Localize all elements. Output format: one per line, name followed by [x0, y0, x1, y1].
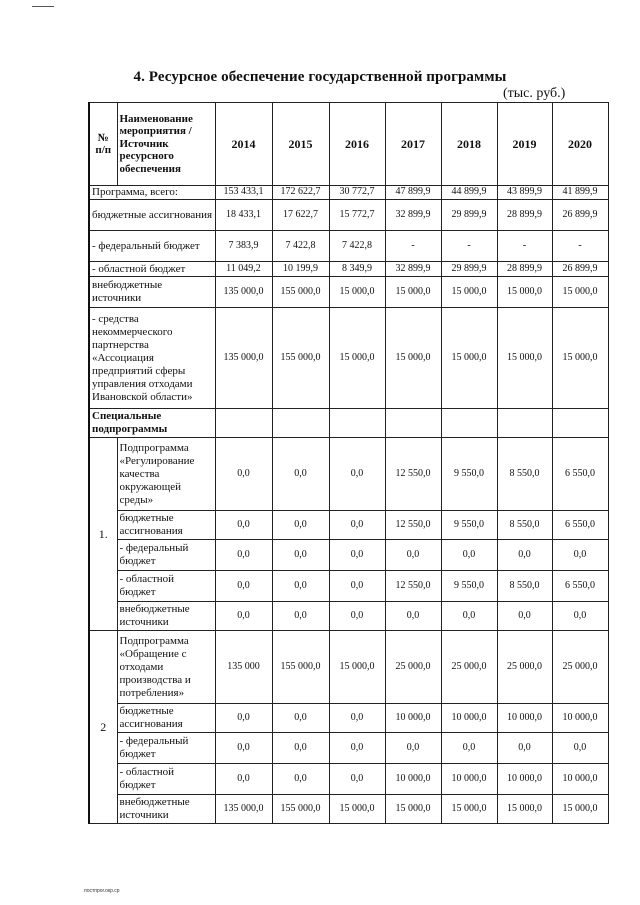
value-cell: 28 899,9 — [497, 200, 552, 231]
value-cell: 155 000,0 — [272, 308, 329, 409]
subprogram-index: 1. — [89, 438, 117, 631]
value-cell: 0,0 — [215, 540, 272, 571]
value-cell: 25 000,0 — [552, 631, 608, 704]
scan-mark — [32, 6, 54, 7]
value-cell: 15 000,0 — [329, 631, 385, 704]
value-cell: 7 422,8 — [272, 231, 329, 262]
value-cell: 0,0 — [329, 511, 385, 540]
value-cell: 6 550,0 — [552, 571, 608, 602]
value-cell: 0,0 — [552, 602, 608, 631]
header-year: 2020 — [552, 103, 608, 186]
value-cell: 135 000,0 — [215, 795, 272, 824]
value-cell: 15 000,0 — [497, 277, 552, 308]
value-cell: 135 000,0 — [215, 308, 272, 409]
value-cell: 8 550,0 — [497, 571, 552, 602]
row-label: бюджетные ассигнования — [117, 511, 215, 540]
unit-label: (тыс. руб.) — [503, 86, 566, 101]
value-cell: 0,0 — [272, 764, 329, 795]
table-row — [89, 262, 608, 277]
value-cell: 135 000,0 — [215, 277, 272, 308]
table-row — [89, 602, 608, 631]
value-cell: 0,0 — [385, 602, 441, 631]
row-label: - федеральный бюджет — [117, 540, 215, 571]
value-cell: 29 899,9 — [441, 262, 497, 277]
value-cell: - — [385, 231, 441, 262]
row-label: Программа, всего: — [89, 186, 215, 200]
value-cell: 15 000,0 — [441, 308, 497, 409]
subprogram-1-rows — [89, 438, 608, 631]
header-year: 2014 — [215, 103, 272, 186]
value-cell: 41 899,9 — [552, 186, 608, 200]
section-title-cell — [89, 409, 215, 438]
header-row — [89, 103, 608, 186]
row-label: бюджетные ассигнования — [117, 704, 215, 733]
table-row — [89, 631, 608, 704]
value-cell: 0,0 — [272, 602, 329, 631]
table-row — [89, 795, 608, 824]
value-cell: 0,0 — [272, 571, 329, 602]
program-rows — [89, 186, 608, 409]
value-cell: 0,0 — [272, 733, 329, 764]
value-cell: 10 000,0 — [552, 764, 608, 795]
row-label: внебюджетные источники — [117, 795, 215, 824]
row-label: - федеральный бюджет — [89, 231, 215, 262]
table-row — [89, 308, 608, 409]
row-label: - областной бюджет — [89, 262, 215, 277]
value-cell: 0,0 — [441, 602, 497, 631]
row-label: Подпрограмма «Обращение с отходами производства и потребления» — [117, 631, 215, 704]
header-year: 2019 — [497, 103, 552, 186]
value-cell: 0,0 — [329, 733, 385, 764]
value-cell: 10 000,0 — [385, 704, 441, 733]
table-row — [89, 231, 608, 262]
value-cell: 0,0 — [329, 764, 385, 795]
value-cell: 8 550,0 — [497, 438, 552, 511]
subprogram-2-rows — [89, 631, 608, 824]
value-cell: 12 550,0 — [385, 511, 441, 540]
value-cell: 44 899,9 — [441, 186, 497, 200]
value-cell: 0,0 — [215, 602, 272, 631]
value-cell: 155 000,0 — [272, 631, 329, 704]
value-cell: 15 000,0 — [552, 308, 608, 409]
value-cell: 32 899,9 — [385, 200, 441, 231]
value-cell: 15 000,0 — [497, 795, 552, 824]
value-cell: 0,0 — [441, 540, 497, 571]
value-cell: 0,0 — [272, 704, 329, 733]
section-title: Специальные подпрограммы — [92, 409, 168, 435]
header-year: 2017 — [385, 103, 441, 186]
header-year: 2015 — [272, 103, 329, 186]
value-cell: 0,0 — [272, 511, 329, 540]
value-cell: 15 000,0 — [552, 277, 608, 308]
value-cell: 29 899,9 — [441, 200, 497, 231]
value-cell: 7 422,8 — [329, 231, 385, 262]
table-row — [89, 540, 608, 571]
table-row — [89, 438, 608, 511]
value-cell: 9 550,0 — [441, 438, 497, 511]
value-cell: 0,0 — [215, 704, 272, 733]
value-cell: 15 000,0 — [497, 308, 552, 409]
value-cell: 25 000,0 — [497, 631, 552, 704]
value-cell: 0,0 — [497, 602, 552, 631]
value-cell: - — [441, 231, 497, 262]
value-cell: 15 000,0 — [329, 277, 385, 308]
value-cell: - — [552, 231, 608, 262]
table-row — [89, 200, 608, 231]
table-row — [89, 571, 608, 602]
value-cell: 18 433,1 — [215, 200, 272, 231]
value-cell: 43 899,9 — [497, 186, 552, 200]
value-cell: 10 000,0 — [441, 704, 497, 733]
value-cell: 9 550,0 — [441, 571, 497, 602]
row-label: Подпрограмма «Регулирование качества окружающей среды» — [117, 438, 215, 511]
value-cell: 25 000,0 — [385, 631, 441, 704]
value-cell: 12 550,0 — [385, 571, 441, 602]
value-cell: 47 899,9 — [385, 186, 441, 200]
value-cell: 30 772,7 — [329, 186, 385, 200]
value-cell: 10 000,0 — [385, 764, 441, 795]
value-cell: 0,0 — [441, 733, 497, 764]
header-name: Наименование мероприятия / Источник ресурсного обеспечения — [117, 103, 215, 186]
value-cell: 135 000 — [215, 631, 272, 704]
section-row — [89, 409, 608, 438]
value-cell: 11 049,2 — [215, 262, 272, 277]
table-row — [89, 733, 608, 764]
value-cell: 8 349,9 — [329, 262, 385, 277]
value-cell: 0,0 — [385, 733, 441, 764]
value-cell: 26 899,9 — [552, 262, 608, 277]
row-label: - областной бюджет — [117, 571, 215, 602]
value-cell: 7 383,9 — [215, 231, 272, 262]
value-cell: 10 000,0 — [441, 764, 497, 795]
row-label: - областной бюджет — [117, 764, 215, 795]
value-cell: 32 899,9 — [385, 262, 441, 277]
value-cell: 15 000,0 — [552, 795, 608, 824]
value-cell: 26 899,9 — [552, 200, 608, 231]
value-cell: 0,0 — [215, 571, 272, 602]
value-cell: 0,0 — [497, 540, 552, 571]
value-cell: 15 000,0 — [329, 795, 385, 824]
value-cell: 153 433,1 — [215, 186, 272, 200]
value-cell: 6 550,0 — [552, 511, 608, 540]
page-title: 4. Ресурсное обеспечение государственной программы — [133, 69, 507, 85]
value-cell: 0,0 — [329, 571, 385, 602]
value-cell: 0,0 — [329, 438, 385, 511]
value-cell: 15 000,0 — [441, 277, 497, 308]
value-cell: 15 000,0 — [385, 795, 441, 824]
row-label: бюджетные ассигнования — [89, 200, 215, 231]
value-cell: 28 899,9 — [497, 262, 552, 277]
value-cell: 25 000,0 — [441, 631, 497, 704]
value-cell: 12 550,0 — [385, 438, 441, 511]
value-cell: - — [497, 231, 552, 262]
table-row — [89, 277, 608, 308]
resource-table — [88, 102, 609, 824]
value-cell: 15 772,7 — [329, 200, 385, 231]
value-cell: 0,0 — [272, 540, 329, 571]
value-cell: 0,0 — [552, 540, 608, 571]
row-label: внебюджетные источники — [89, 277, 215, 308]
value-cell: 8 550,0 — [497, 511, 552, 540]
value-cell: 155 000,0 — [272, 277, 329, 308]
value-cell: 172 622,7 — [272, 186, 329, 200]
value-cell: 9 550,0 — [441, 511, 497, 540]
value-cell: 155 000,0 — [272, 795, 329, 824]
value-cell: 15 000,0 — [385, 277, 441, 308]
table-row — [89, 704, 608, 733]
header-year: 2018 — [441, 103, 497, 186]
value-cell: 0,0 — [215, 733, 272, 764]
subprogram-index: 2 — [89, 631, 117, 824]
value-cell: 15 000,0 — [385, 308, 441, 409]
row-label: внебюджетные источники — [117, 602, 215, 631]
value-cell: 0,0 — [329, 704, 385, 733]
value-cell: 0,0 — [329, 540, 385, 571]
value-cell: 0,0 — [215, 438, 272, 511]
row-label: - средства некоммерческого партнерства «Ассоциация предприятий сферы управления отходами Ивановской области» — [89, 308, 215, 409]
table-row — [89, 764, 608, 795]
value-cell: 17 622,7 — [272, 200, 329, 231]
value-cell: 10 000,0 — [552, 704, 608, 733]
table-row — [89, 511, 608, 540]
header-number: № п/п — [89, 103, 117, 186]
value-cell: 0,0 — [215, 764, 272, 795]
value-cell: 10 199,9 — [272, 262, 329, 277]
value-cell: 0,0 — [497, 733, 552, 764]
value-cell: 0,0 — [385, 540, 441, 571]
value-cell: 10 000,0 — [497, 704, 552, 733]
table-row — [89, 186, 608, 200]
footer-filename: постпрог.окр.ср — [84, 888, 120, 894]
value-cell: 15 000,0 — [441, 795, 497, 824]
value-cell: 0,0 — [215, 511, 272, 540]
value-cell: 0,0 — [272, 438, 329, 511]
header-year: 2016 — [329, 103, 385, 186]
value-cell: 10 000,0 — [497, 764, 552, 795]
row-label: - федеральный бюджет — [117, 733, 215, 764]
value-cell: 15 000,0 — [329, 308, 385, 409]
value-cell: 6 550,0 — [552, 438, 608, 511]
value-cell: 0,0 — [552, 733, 608, 764]
value-cell: 0,0 — [329, 602, 385, 631]
